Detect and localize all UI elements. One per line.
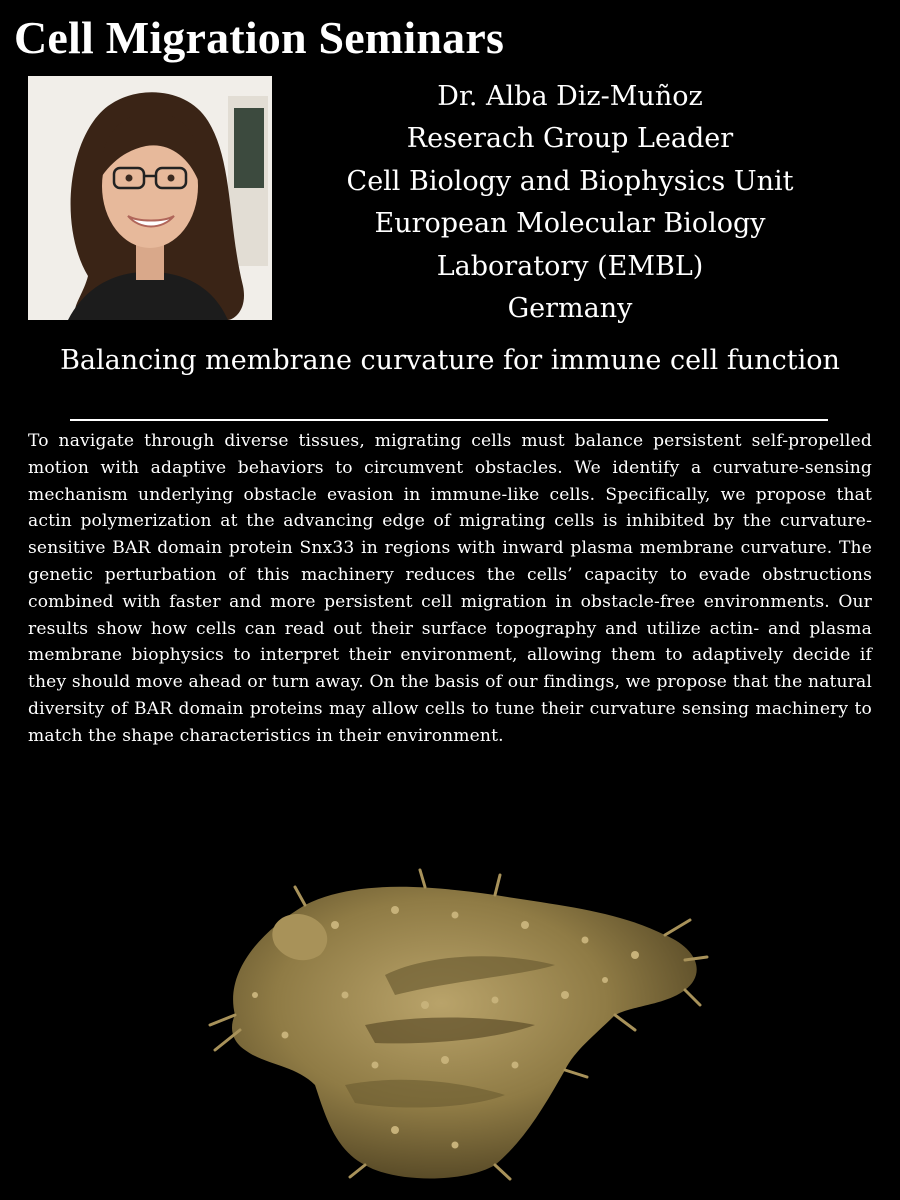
talk-abstract: To navigate through diverse tissues, migrating cells must balance persistent self-propelled motion with adaptive behaviors to circumvent obstacles. We identify a curvature-sensing mechanism underlying obstacle evasion in immune-like cells. Specifically, we propose that actin polymerization at the advancing edge of migrating cells is inhibited by the curvature-sensitive BAR domain protein Snx33 in regions with inward plasma membrane curvature. The genetic perturbation of this machinery reduces the cells’ capacity to evade obstructions combined with faster and more persistent cell migration in obstacle-free environments. Our results show how cells can read out their surface topography and utilize actin- and plasma membrane biophysics to interpret their environment, allowing them to adaptively decide if they should move ahead or turn away. On the basis of our findings, we propose that the natural diversity of BAR domain proteins may allow cells to tune their curvature sensing machinery to match the shape characteristics in their environment. — [28, 431, 872, 746]
series-title: Cell Migration Seminars — [14, 12, 505, 63]
speaker-photo — [28, 76, 272, 320]
speaker-name: Dr. Alba Diz-Muñoz — [437, 81, 703, 112]
speaker-unit: Cell Biology and Biophysics Unit — [346, 165, 794, 197]
speaker-position: Reserach Group Leader — [406, 123, 734, 155]
speaker-institute-line2: Laboratory (EMBL) — [436, 250, 704, 282]
title-divider — [70, 419, 828, 421]
speaker-info — [290, 76, 850, 330]
speaker-institute-line1: European Molecular Biology — [374, 208, 766, 240]
speaker-country: Germany — [507, 293, 633, 325]
cell-microscopy-image — [195, 865, 715, 1185]
speaker-portrait-image — [28, 76, 272, 320]
talk-title: Balancing membrane curvature for immune cell function — [60, 345, 840, 376]
migrating-cell-illustration — [195, 865, 715, 1185]
